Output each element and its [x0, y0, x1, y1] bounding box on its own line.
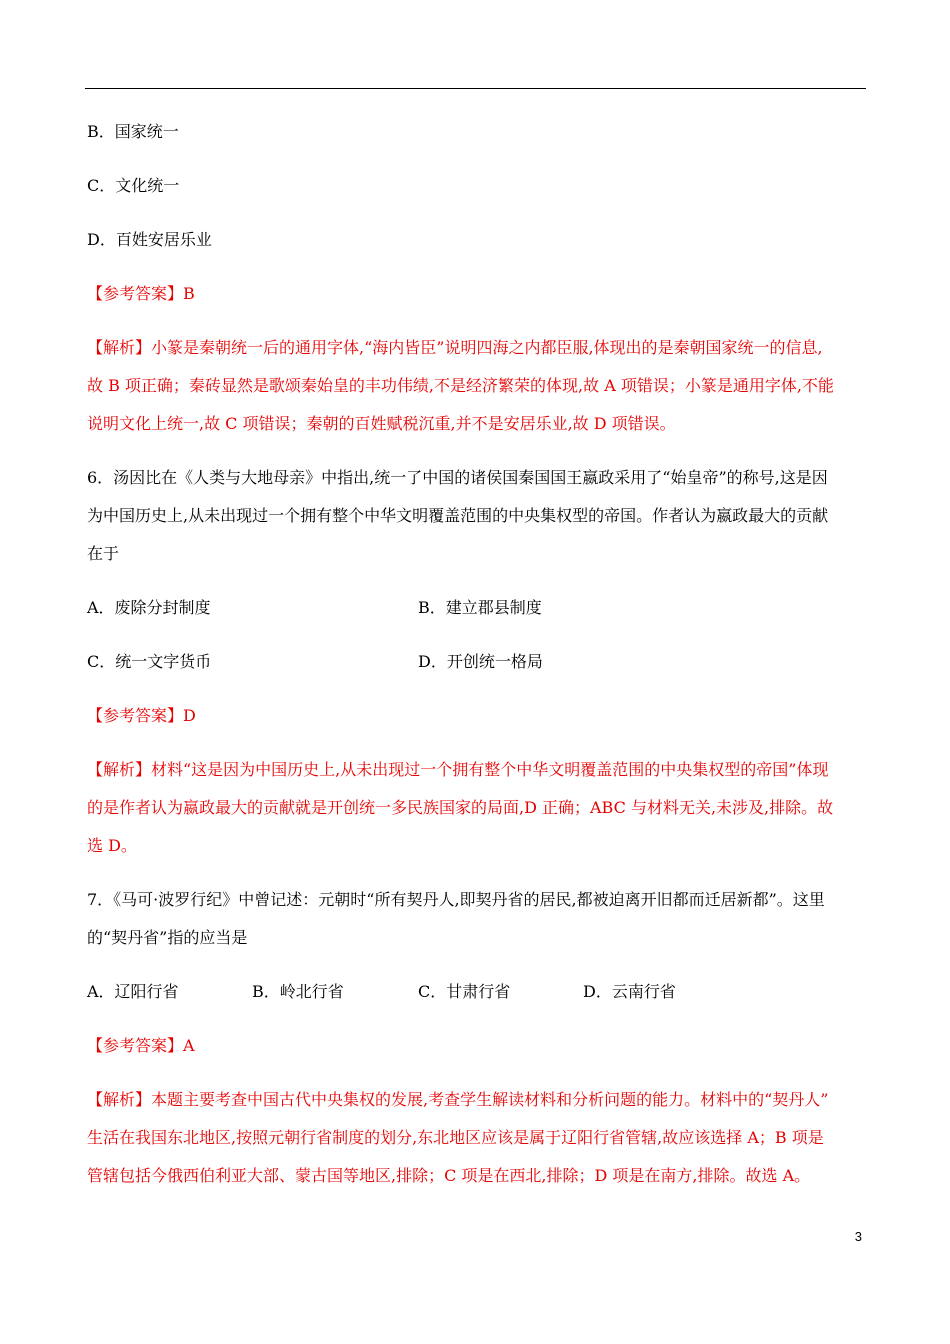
q7-analysis-line-2: 生活在我国东北地区,按照元朝行省制度的划分,东北地区应该是属于辽阳行省管辖,故应该选择 A；B 项是 — [87, 1128, 824, 1147]
q5-option-c: C．文化统一 — [87, 176, 180, 195]
header-rule — [85, 88, 866, 89]
q6-stem-line-3: 在于 — [87, 544, 120, 563]
q5-analysis-line-3: 说明文化上统一,故 C 项错误；秦朝的百姓赋税沉重,并不是安居乐业,故 D 项错误。 — [87, 414, 676, 433]
q6-analysis-line-1: 【解析】材料“这是因为中国历史上,从未出现过一个拥有整个中华文明覆盖范围的中央集权型的帝国”体现 — [87, 760, 829, 779]
q6-analysis-line-2: 的是作者认为嬴政最大的贡献就是开创统一多民族国家的局面,D 正确；ABC 与材料无关,未涉及,排除。故 — [87, 798, 834, 817]
q6-stem-line-1: 6．汤因比在《人类与大地母亲》中指出,统一了中国的诸侯国秦国国王嬴政采用了“始皇帝”的称号,这是因 — [87, 468, 828, 487]
q5-option-b: B．国家统一 — [87, 122, 179, 141]
q6-analysis-line-3: 选 D。 — [87, 836, 137, 855]
q6-stem-line-2: 为中国历史上,从未出现过一个拥有整个中华文明覆盖范围的中央集权型的帝国。作者认为嬴政最大的贡献 — [87, 506, 829, 525]
q6-option-d: D．开创统一格局 — [418, 652, 543, 671]
q5-analysis-line-1: 【解析】小篆是秦朝统一后的通用字体,“海内皆臣”说明四海之内都臣服,体现出的是秦朝国家统一的信息, — [87, 338, 823, 357]
q6-option-a: A．废除分封制度 — [87, 598, 211, 617]
q7-option-b: B．岭北行省 — [252, 982, 344, 1001]
q6-option-c: C．统一文字货币 — [87, 652, 212, 671]
q7-stem-line-2: 的“契丹省”指的应当是 — [87, 928, 248, 947]
q7-stem-line-1: 7．《马可·波罗行纪》中曾记述：元朝时“所有契丹人,即契丹省的居民,都被迫离开旧都而迁居新都”。这里 — [87, 890, 825, 909]
q6-option-b: B．建立郡县制度 — [418, 598, 542, 617]
q7-option-a: A．辽阳行省 — [87, 982, 179, 1001]
page-number: 3 — [854, 1229, 862, 1244]
q7-answer: 【参考答案】A — [87, 1036, 195, 1055]
q5-option-d: D．百姓安居乐业 — [87, 230, 212, 249]
q5-answer: 【参考答案】B — [87, 284, 195, 303]
q7-analysis-line-3: 管辖包括今俄西伯利亚大部、蒙古国等地区,排除；C 项是在西北,排除；D 项是在南方,排除。故选 A。 — [87, 1166, 811, 1185]
q7-analysis-line-1: 【解析】本题主要考查中国古代中央集权的发展,考查学生解读材料和分析问题的能力。材料中的“契丹人” — [87, 1090, 829, 1109]
q7-option-d: D．云南行省 — [583, 982, 676, 1001]
q6-answer: 【参考答案】D — [87, 706, 196, 725]
q7-option-c: C．甘肃行省 — [418, 982, 511, 1001]
q5-analysis-line-2: 故 B 项正确；秦砖显然是歌颂秦始皇的丰功伟绩,不是经济繁荣的体现,故 A 项错误；小篆是通用字体,不能 — [87, 376, 834, 395]
